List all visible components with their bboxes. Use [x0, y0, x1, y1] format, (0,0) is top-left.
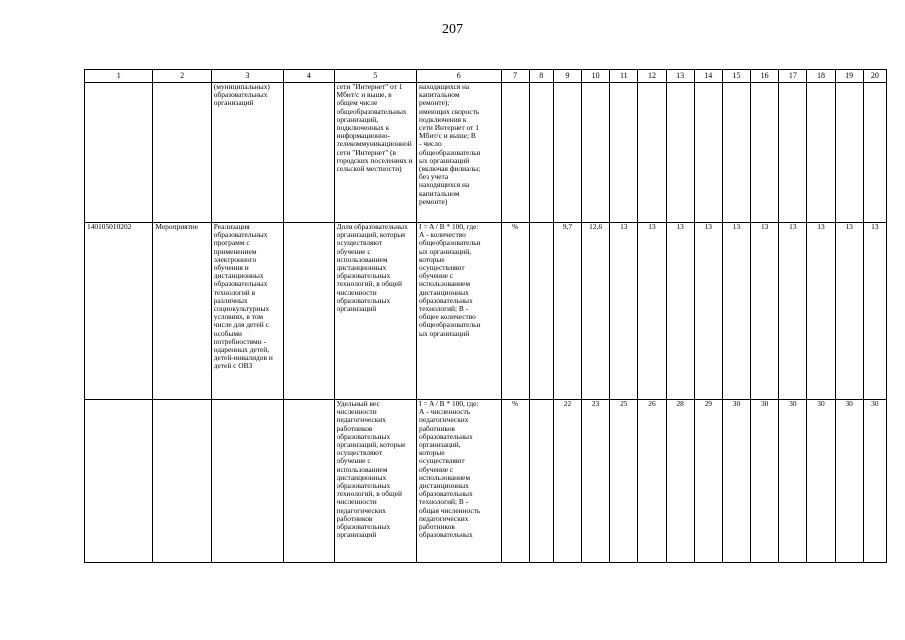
code-cell	[85, 400, 153, 563]
unit-cell: %	[501, 400, 529, 563]
value-cell: 13	[610, 223, 638, 400]
table-row	[85, 83, 887, 223]
value-cell: 13	[666, 223, 694, 400]
value-cell	[807, 83, 835, 223]
value-cell: 13	[694, 223, 722, 400]
header-cell: 4	[284, 70, 334, 83]
value-cell	[722, 83, 750, 223]
header-cell: 6	[417, 70, 502, 83]
table-row	[85, 400, 887, 563]
value-cell: 13	[835, 223, 863, 400]
header-cell: 3	[211, 70, 283, 83]
value-cell: 30	[722, 400, 750, 563]
header-cell: 8	[529, 70, 553, 83]
header-cell: 2	[153, 70, 211, 83]
indicator-text: Доля образовательных организаций, которые осуществляют обучение с использованием дистанционных образовательных технологий, в общей численности образовательных организаций	[336, 223, 408, 314]
value-cell	[529, 400, 553, 563]
program-table	[84, 69, 887, 563]
header-cell: 15	[722, 70, 750, 83]
col4-cell	[284, 400, 334, 563]
page-number: 207	[442, 22, 463, 37]
value-cell: 12,6	[582, 223, 610, 400]
header-cell: 10	[582, 70, 610, 83]
value-cell: 23	[582, 400, 610, 563]
name-cell	[211, 400, 283, 563]
value-cell: 26	[638, 400, 666, 563]
type-cell: Мероприятие	[153, 223, 211, 400]
value-cell: 13	[863, 223, 886, 400]
indicator-cell	[334, 400, 417, 563]
value-cell	[610, 83, 638, 223]
value-cell: 29	[694, 400, 722, 563]
col4-cell	[284, 83, 334, 223]
header-cell: 16	[751, 70, 779, 83]
header-cell: 5	[334, 70, 417, 83]
name-cell	[211, 83, 283, 223]
value-cell: 22	[553, 400, 581, 563]
value-cell: 13	[638, 223, 666, 400]
value-cell: 30	[863, 400, 886, 563]
type-cell	[153, 83, 211, 223]
value-cell	[638, 83, 666, 223]
header-cell: 12	[638, 70, 666, 83]
formula-cell	[417, 83, 502, 223]
value-cell: 28	[666, 400, 694, 563]
value-cell: 30	[807, 400, 835, 563]
value-cell	[835, 83, 863, 223]
type-cell	[153, 400, 211, 563]
header-cell: 1	[85, 70, 153, 83]
name-text: Реализация образовательных программ с применением электронного обучения и дистанционных образовательных технологий в различных социокультурных условиях, в том числе для детей с особыми потребностями - одаренных детей, детей-инвалидов и детей с ОВЗ	[213, 223, 273, 371]
value-cell	[751, 83, 779, 223]
header-cell: 9	[553, 70, 581, 83]
code-cell: 14010501020​2	[85, 223, 153, 400]
header-cell: 14	[694, 70, 722, 83]
indicator-text: Удельный вес численности педагогических работников образовательных организаций, которые осуществляют обучение с использованием дистанционных образовательных технологий, в общей численности педагогических работников образовательных организаций	[336, 400, 406, 540]
value-cell: 30	[779, 400, 807, 563]
value-cell: 13	[779, 223, 807, 400]
formula-text: I = A / B * 100, где: А - количество общеобразовательн ых организаций, которые осуществляют обучение с использованием дистанционных образовательных технологий; В - общее количество общеобразовательн ых организаций	[419, 223, 481, 338]
header-cell: 17	[779, 70, 807, 83]
indicator-cell	[334, 83, 417, 223]
formula-cell	[417, 400, 502, 563]
header-row	[85, 70, 887, 83]
value-cell	[666, 83, 694, 223]
unit-cell	[501, 83, 529, 223]
indicator-cell	[334, 223, 417, 400]
header-cell: 13	[666, 70, 694, 83]
code-cell	[85, 83, 153, 223]
col4-cell	[284, 223, 334, 400]
value-cell: 30	[751, 400, 779, 563]
value-cell	[582, 83, 610, 223]
value-cell: 13	[751, 223, 779, 400]
value-cell: 25	[610, 400, 638, 563]
name-text: (муниципальных) образовательных организаций	[213, 83, 270, 108]
value-cell: 13	[722, 223, 750, 400]
value-cell: 30	[835, 400, 863, 563]
header-cell: 7	[501, 70, 529, 83]
value-cell	[529, 83, 553, 223]
header-cell: 20	[863, 70, 886, 83]
value-cell: 9,7	[553, 223, 581, 400]
value-cell	[553, 83, 581, 223]
header-cell: 18	[807, 70, 835, 83]
header-cell: 19	[835, 70, 863, 83]
value-cell	[779, 83, 807, 223]
indicator-text: сети "Интернет" от 1 Мбит/с и выше, в общем числе общеобразовательных организаций, подключенных к информационно- телекоммуникационной сети "Интернет" (в городских поселениях и сельской местности)	[336, 83, 413, 174]
header-cell: 11	[610, 70, 638, 83]
table-row	[85, 223, 887, 400]
value-cell	[863, 83, 886, 223]
name-cell	[211, 223, 283, 400]
unit-cell: %	[501, 223, 529, 400]
formula-cell	[417, 223, 502, 400]
value-cell: 13	[807, 223, 835, 400]
value-cell	[529, 223, 553, 400]
formula-text: I = A / B * 100, где: А - численность педагогических работников образовательных организаций, которые осуществляют обучение с использованием дистанционных образовательных технологий; В - общая численность педагогических работников образовательных	[419, 400, 481, 540]
formula-text: находящихся на капитальном ремонте); имеющих скорость подключения к сети Интернет от 1 Мбит/с и выше; В - число общеобразовательн ых организаций (включая филиалы; без учета находящихся на капитальном ремонте)	[419, 83, 481, 206]
value-cell	[694, 83, 722, 223]
